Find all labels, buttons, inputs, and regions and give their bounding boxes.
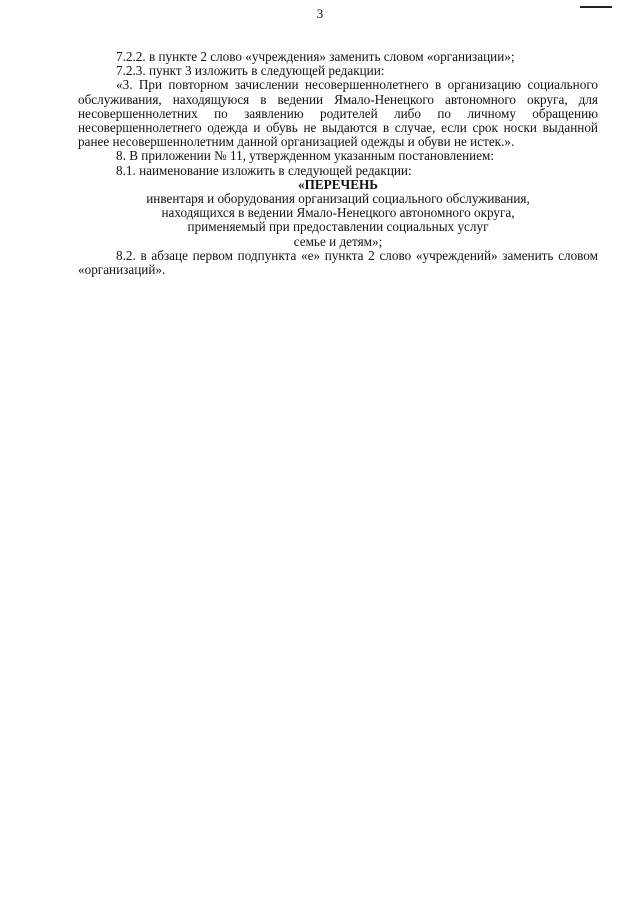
paragraph-7-2-2: 7.2.2. в пункте 2 слово «учреждения» заменить словом «организации»; (116, 49, 515, 64)
list-title-line: семье и детям»; (293, 233, 383, 249)
document-body (78, 50, 598, 277)
paragraph-quoted-item-3: «3. При повторном зачислении несовершеннолетнего в организацию социального обслуживания, находящуюся в ведении Ямало-Ненецкого автономного округа, для несовершеннолетних по заявлению родителей либо по личному обращению несовершеннолетнего одежда и обувь не выдаются в случае, если срок носки выданной ранее несовершеннолетним данной организацией одежды и обуви не истек.». (78, 77, 598, 150)
list-title-line: находящихся в ведении Ямало-Ненецкого автономного округа, (161, 205, 515, 221)
page-number: 3 (316, 6, 324, 21)
paragraph-8-1: 8.1. наименование изложить в следующей редакции: (116, 162, 412, 178)
paragraph-8: 8. В приложении № 11, утвержденном указанным постановлением: (116, 148, 495, 164)
paragraph-7-2-3: 7.2.3. пункт 3 изложить в следующей редакции: (116, 63, 385, 79)
list-title-line: применяемый при предоставлении социальных услуг (187, 219, 489, 235)
list-title-line: инвентаря и оборудования организаций социального обслуживания, (146, 191, 530, 207)
paragraph-8-2: 8.2. в абзаце первом подпункта «е» пункта 2 слово «учреждений» заменить словом «организаций». (78, 247, 598, 278)
list-title: «ПЕРЕЧЕНЬ (298, 176, 378, 192)
